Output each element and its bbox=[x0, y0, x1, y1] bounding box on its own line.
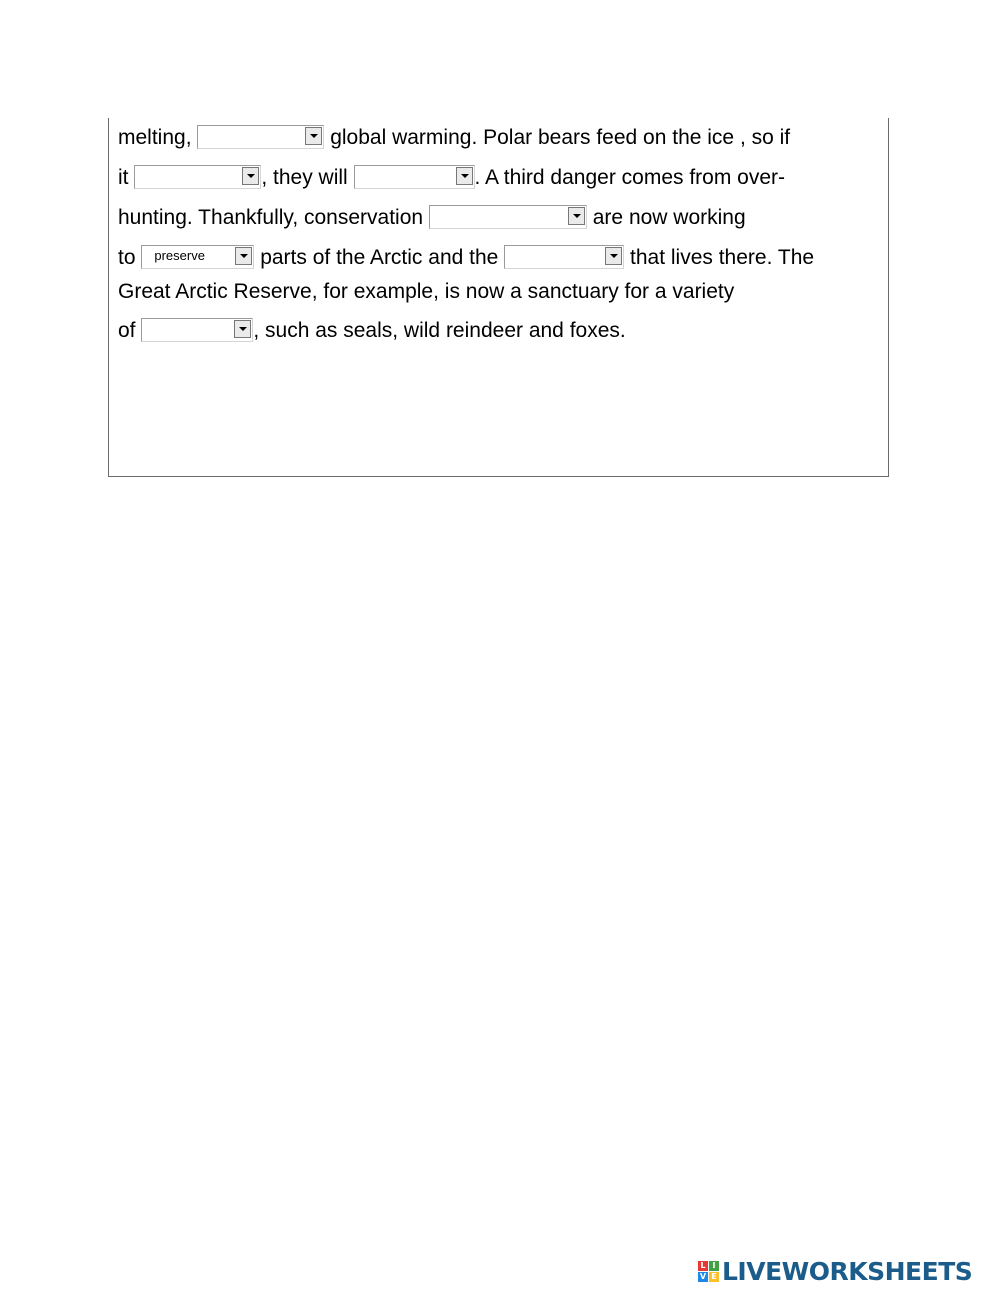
logo-text: LIVEWORKSHEETS bbox=[722, 1256, 973, 1286]
text-line bbox=[118, 123, 790, 153]
answer-dropdown[interactable] bbox=[141, 318, 253, 342]
text-segment: parts of the Arctic and the bbox=[254, 246, 505, 269]
dropdown-arrow-icon[interactable] bbox=[456, 167, 473, 185]
text-segment: global warming. Polar bears feed on the ice , so if bbox=[324, 126, 791, 149]
answer-dropdown[interactable] bbox=[197, 125, 324, 149]
dropdown-arrow-icon[interactable] bbox=[242, 167, 259, 185]
text-segment: that lives there. The bbox=[624, 246, 815, 269]
answer-dropdown[interactable] bbox=[134, 165, 261, 189]
answer-dropdown[interactable] bbox=[141, 245, 254, 269]
text-segment: hunting. Thankfully, conservation bbox=[118, 206, 429, 229]
dropdown-arrow-icon[interactable] bbox=[305, 127, 322, 145]
logo-mark-icon: L I V E bbox=[698, 1261, 719, 1282]
text-line bbox=[118, 163, 785, 193]
text-line bbox=[118, 277, 734, 307]
liveworksheets-logo bbox=[698, 1256, 972, 1286]
text-segment: to bbox=[118, 246, 142, 269]
answer-dropdown[interactable] bbox=[429, 205, 587, 229]
dropdown-arrow-icon[interactable] bbox=[235, 247, 252, 265]
answer-dropdown[interactable] bbox=[354, 165, 475, 189]
text-segment: , they will bbox=[261, 166, 354, 189]
answer-dropdown[interactable] bbox=[504, 245, 624, 269]
dropdown-arrow-icon[interactable] bbox=[568, 207, 585, 225]
dropdown-selected-value: preserve bbox=[154, 248, 205, 263]
text-segment: it bbox=[118, 166, 135, 189]
text-segment: of bbox=[118, 319, 142, 342]
dropdown-arrow-icon[interactable] bbox=[234, 320, 251, 338]
text-line bbox=[118, 316, 626, 346]
text-segment: Great Arctic Reserve, for example, is now a sanctuary for a variety bbox=[118, 280, 735, 303]
text-segment: are now working bbox=[586, 206, 746, 229]
dropdown-arrow-icon[interactable] bbox=[605, 247, 622, 265]
text-line bbox=[118, 243, 814, 273]
text-segment: melting, bbox=[118, 126, 198, 149]
text-line bbox=[118, 203, 746, 233]
text-segment: . A third danger comes from over- bbox=[474, 166, 786, 189]
text-segment: , such as seals, wild reindeer and foxes. bbox=[253, 319, 626, 342]
